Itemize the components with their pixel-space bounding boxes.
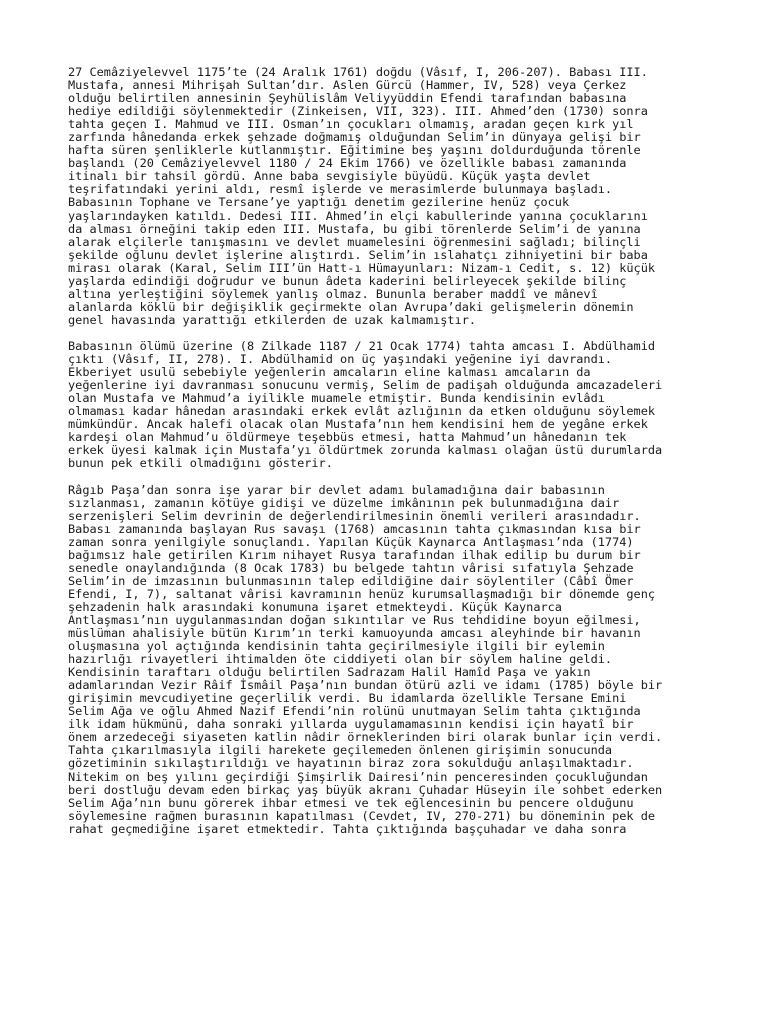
text-line: Selim Ağa’nın bunu görerek ihbar etmesi ve tek eğlencesinin bu pencere olduğunu: [68, 795, 634, 810]
document-page: [68, 66, 708, 849]
text-line: genel havasında yarattığı etkilerden de uzak kalmamıştır.: [68, 312, 477, 327]
text-line: hazırlığı rivayetleri ihtimalden öte ciddiyeti olan bir söylem haline geldi.: [68, 652, 613, 667]
text-line: 27 Cemâziyelevvel 1175’te (24 Aralık 1761) doğdu (Vâsıf, I, 206-207). Babası III.: [68, 65, 648, 79]
text-line: söylemesine rağmen burasının kapatılması (Cevdet, IV, 270-271) bu döneminin pek de: [68, 808, 656, 823]
text-line: alanlarda köklü bir değişiklik geçirmekte olan Avrupa’daki gelişmelerin dönemin: [68, 299, 634, 314]
text-line: Râgıb Paşa’dan sonra işe yarar bir devlet adamı bulamadığına dair babasının: [68, 482, 605, 497]
text-line: yaşlarındayken katıldı. Dedesi III. Ahmed’in elçi kabullerinde yanına çocuklarını: [68, 208, 648, 223]
text-line: hafta süren şenliklerle kutlanmıştır. Eğitimine beş yaşını doldurduğunda törenle: [68, 143, 641, 158]
text-line: erkek üyesi kalmak için Mustafa’yı öldürtmek zorunda kalması olağan üstü durumlarda: [68, 443, 663, 458]
paragraph: [68, 484, 708, 836]
text-line: Ekberiyet usulü sebebiyle yeğenlerin amcaların eline kalması amcaların da: [68, 365, 591, 380]
text-line: zarfında hânedanda erkek şehzade doğmamış olduğundan Selim’in dünyaya gelişi bir: [68, 130, 641, 145]
text-line: müslüman ahalisiyle bütün Kırım’ın terki kamuoyunda amcası aleyhinde bir havanın: [68, 626, 641, 641]
text-line: Antlaşması’nın uygulanmasından doğan sıkıntılar ve Rus tehdidine boyun eğilmesi,: [68, 612, 641, 627]
text-line: oluşmasına yol açtığında kendisinin tahta geçirilmesiyle ilgili bir eylemin: [68, 639, 605, 654]
text-line: şekilde oğlunu devlet işlerine alıştırdı. Selim’in ıslahatçı zihniyetini bir baba: [68, 247, 648, 262]
text-line: ilk idam hükmünü, daha sonraki yıllarda uygulamamasının kendisi için hayatî bir: [68, 717, 634, 732]
text-line: teşrifatındaki yerini aldı, resmî işlerde ve merasimlerde bulunmaya başladı.: [68, 182, 613, 197]
paragraph: [68, 340, 708, 470]
text-line: mümkündür. Ancak halefi olacak olan Mustafa’nın hem kendisini hem de yegâne erkek: [68, 417, 648, 432]
text-line: Babası zamanında başlayan Rus savaşı (1768) amcasının tahta çıkmasından kısa bir: [68, 521, 641, 536]
text-line: bağımsız hale getirilen Kırım nihayet Rusya tarafından ilhak edilip bu durum bir: [68, 547, 641, 562]
text-line: Selim Ağa ve oğlu Ahmed Nazif Efendi’nin rolünü unutmayan Selim tahta çıktığında: [68, 704, 641, 719]
text-line: Kendisinin taraftarı olduğu belirtilen Sadrazam Halil Hamîd Paşa ve yakın: [68, 665, 591, 680]
text-line: sızlanması, zamanın kötüye gidişi ve düzelme imkânının pek bulunmadığına dair: [68, 495, 620, 510]
text-line: adamlarından Vezir Râif İsmâil Paşa’nın bundan ötürü azli ve idamı (1785) böyle bir: [68, 678, 663, 693]
text-line: Babasının Tophane ve Tersane’ye yaptığı denetim gezilerine henüz çocuk: [68, 195, 570, 210]
text-line: serzenişleri Selim devrinin de değerlendirilmesinin önemli verileri arasındadır.: [68, 508, 641, 523]
text-line: mirası olarak (Karal, Selim III’ün Hatt-ı Hümayunları: Nizam-ı Cedit, s. 12) küçük: [68, 260, 656, 275]
text-line: şehzadenin halk arasındaki konumuna işaret etmekteydi. Küçük Kaynarca: [68, 599, 562, 614]
text-line: tahta geçen I. Mahmud ve III. Osman’ın çocukları olmamış, aradan geçen kırk yıl: [68, 117, 634, 132]
text-line: Babasının ölümü üzerine (8 Zilkade 1187 / 21 Ocak 1774) tahta amcası I. Abdülhamid: [68, 338, 656, 353]
text-line: itinalı bir tahsil gördü. Anne baba sevgisiyle büyüdü. Küçük yaşta devlet: [68, 169, 591, 184]
text-line: başlandı (20 Cemâziyelevvel 1180 / 24 Ekim 1766) ve özellikle babası zamanında: [68, 156, 627, 171]
text-line: yaşlarda edindiği doğrudur ve bunun âdeta kaderini belirleyecek şekilde bilinç: [68, 273, 627, 288]
text-line: zaman sonra yenilgiyle sonuçlandı. Yapılan Küçük Kaynarca Antlaşması’nda (1774): [68, 534, 634, 549]
text-line: Selim’in de imzasının bulunmasının talep edildiğine dair söylentiler (Câbî Ömer: [68, 573, 634, 588]
text-line: kardeşi olan Mahmud’u öldürmeye teşebbüs etmesi, hatta Mahmud’un hânedanın tek: [68, 430, 627, 445]
text-line: alarak elçilerle tanışmasını ve devlet muamelesini öğrenmesini sağladı; bilinçli: [68, 234, 641, 249]
text-line: Mustafa, annesi Mihrişah Sultan’dır. Aslen Gürcü (Hammer, IV, 528) veya Çerkez: [68, 78, 627, 93]
text-line: senedle onaylandığında (8 Ocak 1783) bu belgede tahtın vârisi sıfatıyla Şehzade: [68, 560, 634, 575]
paragraph: [68, 66, 708, 327]
text-line: olduğu belirtilen annesinin Şeyhülislâm Veliyyüddin Efendi tarafından babasına: [68, 91, 627, 106]
text-line: Tahta çıkarılmasıyla ilgili harekete geçilemeden önlenen girişimin sonucunda: [68, 743, 613, 758]
text-line: hediye edildiği söylenmektedir (Zinkeisen, VII, 323). III. Ahmed’den (1730) sonra: [68, 104, 648, 119]
text-line: bunun pek etkili olmadığını gösterir.: [68, 456, 333, 471]
text-line: çıktı (Vâsıf, II, 278). I. Abdülhamid on üç yaşındaki yeğenine iyi davrandı.: [68, 352, 613, 367]
text-line: olan Mustafa ve Mahmud’a iyilikle muamele etmiştir. Bunda kendisinin evlâdı: [68, 391, 605, 406]
text-line: da alması örneğini takip eden III. Mustafa, bu gibi törenlerde Selim’i de yanına: [68, 221, 641, 236]
text-line: beri dostluğu devam eden birkaç yaş büyük akranı Çuhadar Hüseyin ile sohbet ederken: [68, 782, 663, 797]
text-line: Nitekim on beş yılını geçirdiği Şimşirlik Dairesi’nin penceresinden çocukluğundan: [68, 769, 648, 784]
text-line: Efendi, I, 7), saltanat vârisi kavramının henüz kurumsallaşmadığı bir dönemde genç: [68, 586, 656, 601]
text-line: yeğenlerine iyi davranması sonucunu vermiş, Selim de padişah olduğunda amcazadeleri: [68, 378, 663, 393]
text-line: önem arzedeceği siyaseten katlin nâdir örneklerinden biri olarak bunlar için verdi.: [68, 730, 663, 745]
text-line: girişimin mevcudiyetine geçerlilik verdi. Bu idamlarda özellikle Tersane Emini: [68, 691, 627, 706]
text-line: gözetiminin sıkılaştırıldığı ve hayatının biraz zora sokulduğu anlaşılmaktadır.: [68, 756, 634, 771]
text-line: olmaması kadar hânedan arasındaki erkek evlât azlığının da etken olduğunu söylemek: [68, 404, 656, 419]
text-line: altına yerleştiğini söylemek yanlış olmaz. Bununla beraber maddî ve mânevî: [68, 286, 598, 301]
text-line: rahat geçmediğine işaret etmektedir. Tahta çıktığında başçuhadar ve daha sonra: [68, 821, 627, 836]
